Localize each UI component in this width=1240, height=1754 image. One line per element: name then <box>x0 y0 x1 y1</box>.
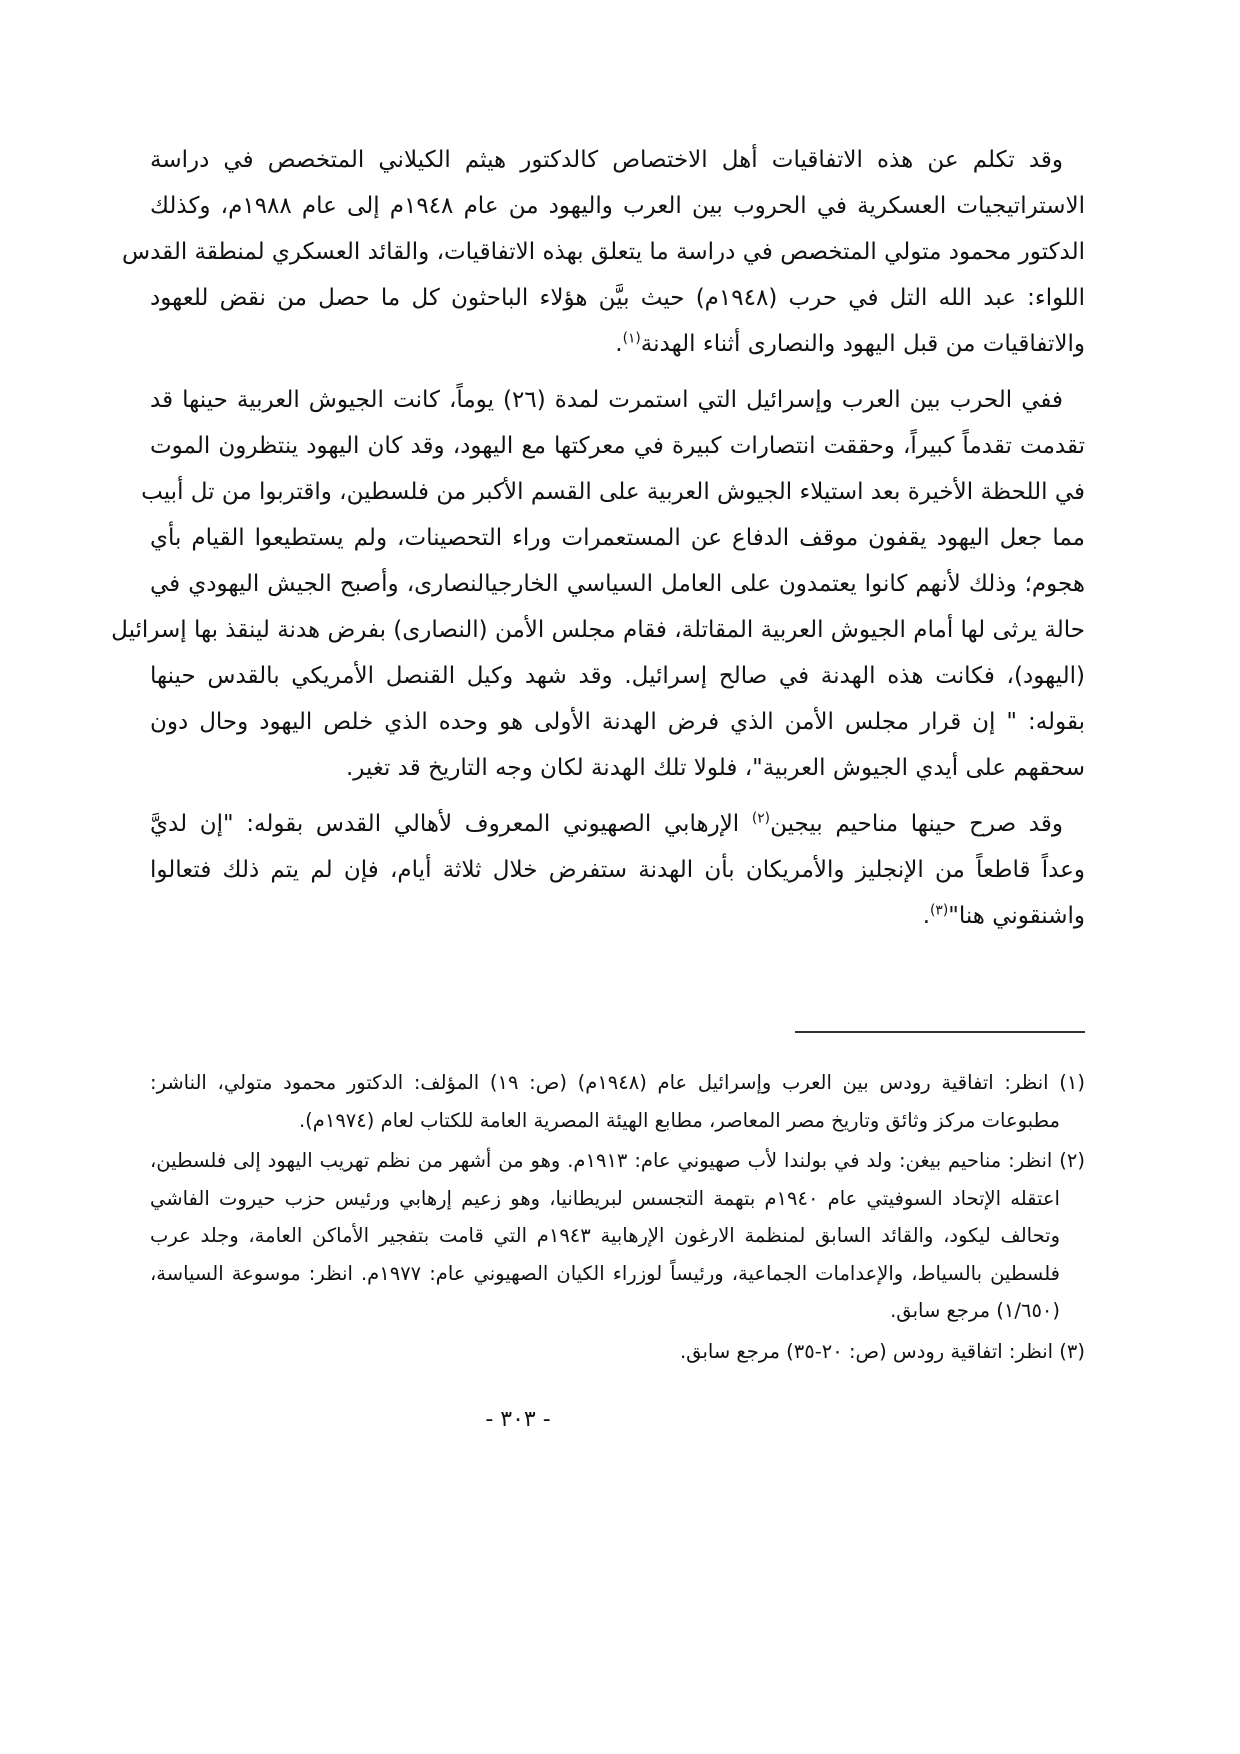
body-line: سحقهم على أيدي الجيوش العربية"، فلولا تلك الهدنة لكان وجه التاريخ قد تغير. <box>345 755 1085 781</box>
footnote-line: (٣) انظر: اتفاقية رودس (ص: ٢٠-٣٥) مرجع سابق. <box>679 1339 1085 1363</box>
body-line <box>150 801 1085 847</box>
footnote-line: مطبوعات مركز وثائق وتاريخ مصر المعاصر، مطابع الهيئة المصرية العامة للكتاب لعام (١٩٧٤م). <box>298 1108 1060 1132</box>
page-number: - ٣٠٣ - <box>485 1407 551 1432</box>
body-line: تقدمت تقدماً كبيراً، وحققت انتصارات كبيرة في معركتها مع اليهود، وقد كان اليهود ينتظرون الموت <box>150 433 1085 459</box>
body-line <box>150 321 1085 367</box>
body-line: وقد تكلم عن هذه الاتفاقيات أهل الاختصاص كالدكتور هيثم الكيلاني المتخصص في دراسة <box>150 147 1063 173</box>
body-line: اللواء: عبد الله التل في حرب (١٩٤٨م) حيث بيَّن هؤلاء الباحثون كل ما حصل من نقض للعهود <box>150 285 1086 311</box>
footnote-line: فلسطين بالسياط، والإعدامات الجماعية، ورئيساً لوزراء الكيان الصهيوني عام: ١٩٧٧م. انظر: موسوعة السياسة، <box>150 1261 1060 1285</box>
footnote-ref-2: (٢) <box>751 810 771 827</box>
footnote-ref-3: (٣) <box>930 902 949 919</box>
footnote-line: (٢) انظر: مناحيم بيغن: ولد في بولندا لأب صهيوني عام: ١٩١٣م. وهو من أشهر من نظم تهريب اليهود إلى فلسطين، <box>150 1149 1085 1172</box>
body-line-tail: . <box>615 331 623 357</box>
body-line <box>150 893 1085 939</box>
footnote-line: اعتقله الإتحاد السوفيتي عام ١٩٤٠م بتهمة التجسس لبريطانيا، وهو زعيم إرهابي ورئيس حزب حيروت الفاشي <box>150 1186 1060 1210</box>
body-line: وعداً قاطعاً من الإنجليز والأمريكان بأن الهدنة ستفرض خلال ثلاثة أيام، فإن لم يتم ذلك فتعالوا <box>150 857 1085 883</box>
body-line-tail: . <box>922 903 931 929</box>
body-text <box>111 137 1086 939</box>
body-line: ففي الحرب بين العرب وإسرائيل التي استمرت لمدة (٢٦) يوماً، كانت الجيوش العربية حينها قد <box>150 387 1064 413</box>
footnote-line: وتحالف ليكود، والقائد السابق لمنظمة الارغون الإرهابية ١٩٤٣م التي قامت بتفجير الأماكن العامة، وجلد عرب <box>150 1224 1061 1247</box>
paragraph-3 <box>150 801 1085 939</box>
paragraph-1 <box>122 137 1086 367</box>
footnote-ref-1: (١) <box>622 330 641 347</box>
footnote-line: (١/٦٥٠) مرجع سابق. <box>890 1299 1060 1322</box>
body-line: مما جعل اليهود يقفون موقف الدفاع عن المستعمرات وراء التحصينات، ولم يستطيعوا القيام بأي <box>150 525 1085 551</box>
footnote-1 <box>150 1064 1085 1139</box>
body-line: الدكتور محمود متولي المتخصص في دراسة ما يتعلق بهذه الاتفاقيات، والقائد العسكري لمنطقة القدس <box>122 239 1085 265</box>
body-line-text: واشنقوني هنا" <box>948 903 1085 929</box>
body-line: حالة يرثى لها أمام الجيوش العربية المقاتلة، فقام مجلس الأمن (النصارى) بفرض هدنة لينقذ بها إسرائيل <box>111 617 1085 643</box>
footnote-3 <box>150 1333 1085 1371</box>
body-line-tail: الإرهابي الصهيوني المعروف لأهالي القدس بقوله: "إن لديَّ <box>150 811 752 837</box>
footnotes <box>150 1064 1085 1370</box>
body-line-text: والاتفاقيات من قبل اليهود والنصارى أثناء الهدنة <box>640 331 1085 357</box>
footnote-separator <box>795 1031 1085 1033</box>
body-line: الاستراتيجيات العسكرية في الحروب بين العرب واليهود من عام ١٩٤٨م إلى عام ١٩٨٨م، وكذلك <box>150 193 1086 219</box>
body-line-text: وقد صرح حينها مناحيم بيجين <box>770 811 1063 837</box>
body-line: (اليهود)، فكانت هذه الهدنة في صالح إسرائيل. وقد شهد وكيل القنصل الأمريكي بالقدس حينها <box>150 663 1085 689</box>
body-line: بقوله: " إن قرار مجلس الأمن الذي فرض الهدنة الأولى هو وحده الذي خلص اليهود وحال دون <box>150 709 1085 735</box>
body-line: في اللحظة الأخيرة بعد استيلاء الجيوش العربية على القسم الأكبر من فلسطين، واقتربوا من تل أبيب <box>141 479 1085 505</box>
body-line: هجوم؛ وذلك لأنهم كانوا يعتمدون على العامل السياسي الخارجيالنصارى، وأصبح الجيش اليهودي في <box>150 571 1085 597</box>
footnote-line: (١) انظر: اتفاقية رودس بين العرب وإسرائيل عام (١٩٤٨م) (ص: ١٩) المؤلف: الدكتور محمود متولي، الناشر: <box>150 1071 1085 1094</box>
footnote-2 <box>150 1142 1085 1330</box>
paragraph-2 <box>111 377 1085 791</box>
